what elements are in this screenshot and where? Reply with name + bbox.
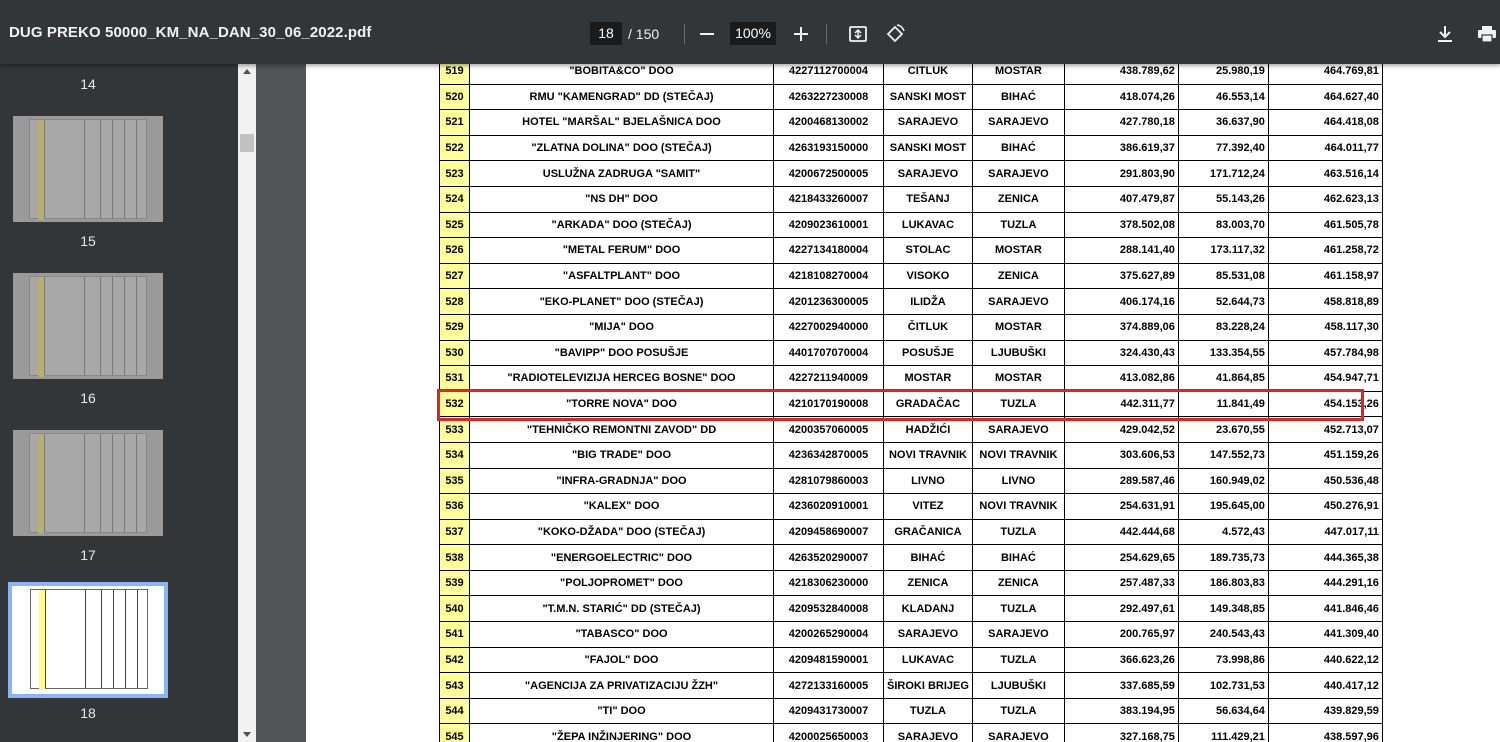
amount-interest-cell: 77.392,40: [1178, 135, 1268, 161]
city-cell: LUKAVAC: [884, 212, 973, 238]
amount-total-cell: 464.627,40: [1268, 84, 1382, 110]
city-cell: GRAČANICA: [884, 519, 973, 545]
company-id-cell: 4236342870005: [774, 442, 884, 468]
company-id-cell: 4263520290007: [774, 545, 884, 571]
company-id-cell: 4281079860003: [774, 468, 884, 494]
amount-principal-cell: 418.074,26: [1064, 84, 1178, 110]
company-name-cell: "FAJOL" DOO: [470, 647, 774, 673]
region-cell: TUZLA: [972, 647, 1064, 673]
amount-interest-cell: 83.003,70: [1178, 212, 1268, 238]
thumbnail-sidebar: [0, 64, 256, 742]
toolbar-divider: [684, 24, 685, 44]
amount-total-cell: 461.258,72: [1268, 238, 1382, 264]
city-cell: SARAJEVO: [884, 622, 973, 648]
row-number-cell: 529: [440, 314, 470, 340]
amount-interest-cell: 195.645,00: [1178, 494, 1268, 520]
company-id-cell: 4210170190008: [774, 391, 884, 417]
amount-interest-cell: 147.552,73: [1178, 442, 1268, 468]
amount-total-cell: 452.713,07: [1268, 417, 1382, 443]
table-row: [440, 724, 1383, 742]
company-name-cell: "ENERGOELECTRIC" DOO: [470, 545, 774, 571]
amount-principal-cell: 438.789,62: [1064, 64, 1178, 84]
row-number-cell: 534: [440, 442, 470, 468]
amount-interest-cell: 85.531,08: [1178, 263, 1268, 289]
region-cell: ZENICA: [972, 263, 1064, 289]
table-row: [440, 135, 1383, 161]
row-number-cell: 536: [440, 494, 470, 520]
row-number-cell: 525: [440, 212, 470, 238]
amount-total-cell: 440.417,12: [1268, 673, 1382, 699]
amount-total-cell: 444.291,16: [1268, 570, 1382, 596]
company-name-cell: "KALEX" DOO: [470, 494, 774, 520]
region-cell: SARAJEVO: [972, 161, 1064, 187]
company-id-cell: 4209023610001: [774, 212, 884, 238]
company-name-cell: "BIG TRADE" DOO: [470, 442, 774, 468]
row-number-cell: 532: [440, 391, 470, 417]
amount-interest-cell: 4.572,43: [1178, 519, 1268, 545]
row-number-cell: 522: [440, 135, 470, 161]
city-cell: ILIDŽA: [884, 289, 973, 315]
row-number-cell: 540: [440, 596, 470, 622]
row-number-cell: 527: [440, 263, 470, 289]
zoom-out-button[interactable]: [694, 20, 720, 48]
row-number-cell: 537: [440, 519, 470, 545]
company-name-cell: HOTEL "MARŠAL" BJELAŠNICA DOO: [470, 110, 774, 136]
table-row: [440, 673, 1383, 699]
table-row: [440, 186, 1383, 212]
region-cell: LJUBUŠKI: [972, 673, 1064, 699]
thumbnail-label: 14: [80, 76, 96, 92]
row-number-cell: 542: [440, 647, 470, 673]
company-name-cell: "BOBITA&CO" DOO: [470, 64, 774, 84]
city-cell: KLADANJ: [884, 596, 973, 622]
city-cell: VITEZ: [884, 494, 973, 520]
page-total: / 150: [628, 26, 660, 42]
amount-interest-cell: 52.644,73: [1178, 289, 1268, 315]
table-row: [440, 468, 1383, 494]
thumbnail-page-16[interactable]: [13, 273, 163, 379]
company-id-cell: 4209481590001: [774, 647, 884, 673]
amount-interest-cell: 41.864,85: [1178, 366, 1268, 392]
region-cell: MOSTAR: [972, 64, 1064, 84]
table-row: [440, 64, 1383, 84]
row-number-cell: 524: [440, 186, 470, 212]
table-row: [440, 84, 1383, 110]
row-number-cell: 544: [440, 698, 470, 724]
city-cell: POSUŠJE: [884, 340, 973, 366]
company-name-cell: "ASFALTPLANT" DOO: [470, 263, 774, 289]
amount-total-cell: 441.309,40: [1268, 622, 1382, 648]
company-name-cell: "MIJA" DOO: [470, 314, 774, 340]
company-id-cell: 4227112700004: [774, 64, 884, 84]
amount-principal-cell: 303.606,53: [1064, 442, 1178, 468]
row-number-cell: 531: [440, 366, 470, 392]
amount-total-cell: 441.846,46: [1268, 596, 1382, 622]
row-number-cell: 526: [440, 238, 470, 264]
zoom-in-button[interactable]: [788, 20, 814, 48]
amount-principal-cell: 254.629,65: [1064, 545, 1178, 571]
table-row: [440, 596, 1383, 622]
city-cell: TUZLA: [884, 698, 973, 724]
table-row: [440, 238, 1383, 264]
print-button[interactable]: [1474, 20, 1500, 48]
city-cell: SANSKI MOST: [884, 84, 973, 110]
company-name-cell: RMU "KAMENGRAD" DD (STEČAJ): [470, 84, 774, 110]
table-row: [440, 340, 1383, 366]
amount-interest-cell: 23.670,55: [1178, 417, 1268, 443]
company-name-cell: "INFRA-GRADNJA" DOO: [470, 468, 774, 494]
row-number-cell: 530: [440, 340, 470, 366]
row-number-cell: 539: [440, 570, 470, 596]
amount-total-cell: 461.158,97: [1268, 263, 1382, 289]
region-cell: TUZLA: [972, 519, 1064, 545]
table-row: [440, 442, 1383, 468]
company-id-cell: 4200672500005: [774, 161, 884, 187]
amount-total-cell: 451.159,26: [1268, 442, 1382, 468]
company-name-cell: "TEHNIČKO REMONTNI ZAVOD" DD: [470, 417, 774, 443]
company-id-cell: 4263227230008: [774, 84, 884, 110]
amount-total-cell: 463.516,14: [1268, 161, 1382, 187]
row-number-cell: 521: [440, 110, 470, 136]
city-cell: LIVNO: [884, 468, 973, 494]
amount-principal-cell: 442.444,68: [1064, 519, 1178, 545]
city-cell: SANSKI MOST: [884, 135, 973, 161]
plus-icon: [794, 27, 808, 41]
amount-interest-cell: 149.348,85: [1178, 596, 1268, 622]
amount-total-cell: 450.536,48: [1268, 468, 1382, 494]
thumbnail-page-15[interactable]: [13, 116, 163, 222]
region-cell: TUZLA: [972, 698, 1064, 724]
amount-interest-cell: 240.543,43: [1178, 622, 1268, 648]
amount-interest-cell: 55.143,26: [1178, 186, 1268, 212]
table-row: [440, 519, 1383, 545]
row-number-cell: 519: [440, 64, 470, 84]
table-row: [440, 314, 1383, 340]
row-number-cell: 543: [440, 673, 470, 699]
table-row: [440, 698, 1383, 724]
amount-principal-cell: 292.497,61: [1064, 596, 1178, 622]
region-cell: TUZLA: [972, 391, 1064, 417]
city-cell: HADŽIĆI: [884, 417, 973, 443]
amount-principal-cell: 291.803,90: [1064, 161, 1178, 187]
amount-total-cell: 464.418,08: [1268, 110, 1382, 136]
company-id-cell: 4200468130002: [774, 110, 884, 136]
amount-total-cell: 454.947,71: [1268, 366, 1382, 392]
amount-interest-cell: 56.634,64: [1178, 698, 1268, 724]
city-cell: SARAJEVO: [884, 161, 973, 187]
scrollbar-thumb[interactable]: [240, 134, 254, 152]
company-name-cell: "BAVIPP" DOO POSUŠJE: [470, 340, 774, 366]
amount-principal-cell: 289.587,46: [1064, 468, 1178, 494]
thumbnail-label: 15: [80, 233, 96, 249]
toolbar: [0, 0, 1500, 64]
company-id-cell: 4218108270004: [774, 263, 884, 289]
company-name-cell: "RADIOTELEVIZIJA HERCEG BOSNE" DOO: [470, 366, 774, 392]
company-id-cell: 4401707070004: [774, 340, 884, 366]
amount-interest-cell: 25.980,19: [1178, 64, 1268, 84]
amount-total-cell: 457.784,98: [1268, 340, 1382, 366]
amount-interest-cell: 186.803,83: [1178, 570, 1268, 596]
company-name-cell: "EKO-PLANET" DOO (STEČAJ): [470, 289, 774, 315]
company-id-cell: 4227134180004: [774, 238, 884, 264]
company-name-cell: "TI" DOO: [470, 698, 774, 724]
amount-total-cell: 454.153,26: [1268, 391, 1382, 417]
amount-principal-cell: 288.141,40: [1064, 238, 1178, 264]
table-row: [440, 545, 1383, 571]
scroll-down-icon[interactable]: [243, 732, 251, 737]
company-name-cell: "ARKADA" DOO (STEČAJ): [470, 212, 774, 238]
table-row: [440, 110, 1383, 136]
amount-principal-cell: 324.430,43: [1064, 340, 1178, 366]
amount-principal-cell: 254.631,91: [1064, 494, 1178, 520]
company-id-cell: 4272133160005: [774, 673, 884, 699]
toolbar-divider: [826, 24, 827, 44]
row-number-cell: 523: [440, 161, 470, 187]
amount-principal-cell: 427.780,18: [1064, 110, 1178, 136]
minus-icon: [700, 27, 714, 41]
table-row: [440, 417, 1383, 443]
city-cell: BIHAĆ: [884, 545, 973, 571]
region-cell: MOSTAR: [972, 366, 1064, 392]
company-id-cell: 4263193150000: [774, 135, 884, 161]
sidebar-scrollbar[interactable]: [238, 64, 256, 742]
amount-total-cell: 444.365,38: [1268, 545, 1382, 571]
city-cell: MOSTAR: [884, 366, 973, 392]
company-id-cell: 4200357060005: [774, 417, 884, 443]
row-number-cell: 533: [440, 417, 470, 443]
thumbnail-label: 16: [80, 390, 96, 406]
company-id-cell: 4236020910001: [774, 494, 884, 520]
table-row: [440, 622, 1383, 648]
amount-total-cell: 458.117,30: [1268, 314, 1382, 340]
amount-principal-cell: 374.889,06: [1064, 314, 1178, 340]
company-id-cell: 4209458690007: [774, 519, 884, 545]
amount-principal-cell: 257.487,33: [1064, 570, 1178, 596]
region-cell: LJUBUŠKI: [972, 340, 1064, 366]
amount-interest-cell: 133.354,55: [1178, 340, 1268, 366]
amount-total-cell: 461.505,78: [1268, 212, 1382, 238]
city-cell: STOLAC: [884, 238, 973, 264]
amount-total-cell: 439.829,59: [1268, 698, 1382, 724]
company-name-cell: "METAL FERUM" DOO: [470, 238, 774, 264]
region-cell: TUZLA: [972, 596, 1064, 622]
row-number-cell: 541: [440, 622, 470, 648]
thumbnail-page-18[interactable]: [8, 582, 168, 698]
company-name-cell: "KOKO-DŽADA" DOO (STEČAJ): [470, 519, 774, 545]
amount-total-cell: 464.769,81: [1268, 64, 1382, 84]
thumbnail-label: 17: [80, 547, 96, 563]
table-row: [440, 212, 1383, 238]
amount-interest-cell: 83.228,24: [1178, 314, 1268, 340]
company-id-cell: 4227211940009: [774, 366, 884, 392]
company-id-cell: 4209431730007: [774, 698, 884, 724]
amount-interest-cell: 160.949,02: [1178, 468, 1268, 494]
amount-interest-cell: 171.712,24: [1178, 161, 1268, 187]
debt-table: [439, 64, 1383, 742]
amount-total-cell: 458.818,89: [1268, 289, 1382, 315]
amount-principal-cell: 375.627,89: [1064, 263, 1178, 289]
city-cell: TEŠANJ: [884, 186, 973, 212]
company-id-cell: 4200265290004: [774, 622, 884, 648]
amount-principal-cell: 406.174,16: [1064, 289, 1178, 315]
rotate-button[interactable]: [882, 20, 908, 48]
city-cell: LUKAVAC: [884, 647, 973, 673]
amount-total-cell: 438.597,96: [1268, 724, 1382, 742]
fit-page-button[interactable]: [845, 20, 871, 48]
table-row: [440, 391, 1383, 417]
amount-interest-cell: 173.117,32: [1178, 238, 1268, 264]
amount-principal-cell: 366.623,26: [1064, 647, 1178, 673]
city-cell: NOVI TRAVNIK: [884, 442, 973, 468]
amount-interest-cell: 73.998,86: [1178, 647, 1268, 673]
row-number-cell: 545: [440, 724, 470, 742]
scroll-up-icon[interactable]: [243, 69, 251, 74]
row-number-cell: 528: [440, 289, 470, 315]
row-number-cell: 538: [440, 545, 470, 571]
amount-principal-cell: 429.042,52: [1064, 417, 1178, 443]
amount-total-cell: 450.276,91: [1268, 494, 1382, 520]
document-title: DUG PREKO 50000_KM_NA_DAN_30_06_2022.pdf: [9, 24, 372, 41]
page-number-input[interactable]: 18: [590, 22, 622, 45]
amount-principal-cell: 386.619,37: [1064, 135, 1178, 161]
thumbnail-label: 18: [80, 705, 96, 721]
region-cell: SARAJEVO: [972, 622, 1064, 648]
company-id-cell: 4201236300005: [774, 289, 884, 315]
region-cell: SARAJEVO: [972, 724, 1064, 742]
region-cell: LIVNO: [972, 468, 1064, 494]
region-cell: ZENICA: [972, 570, 1064, 596]
download-icon: [1437, 25, 1453, 43]
company-name-cell: "TABASCO" DOO: [470, 622, 774, 648]
region-cell: NOVI TRAVNIK: [972, 442, 1064, 468]
city-cell: SARAJEVO: [884, 724, 973, 742]
table-row: [440, 570, 1383, 596]
amount-interest-cell: 111.429,21: [1178, 724, 1268, 742]
company-id-cell: 4218433260007: [774, 186, 884, 212]
region-cell: MOSTAR: [972, 314, 1064, 340]
company-name-cell: "ŽEPA INŽINJERING" DOO: [470, 724, 774, 742]
amount-principal-cell: 337.685,59: [1064, 673, 1178, 699]
company-id-cell: 4200025650003: [774, 724, 884, 742]
city-cell: SARAJEVO: [884, 110, 973, 136]
amount-interest-cell: 102.731,53: [1178, 673, 1268, 699]
company-id-cell: 4209532840008: [774, 596, 884, 622]
company-name-cell: "NS DH" DOO: [470, 186, 774, 212]
amount-total-cell: 440.622,12: [1268, 647, 1382, 673]
fit-page-icon: [849, 25, 867, 43]
city-cell: ŠIROKI BRIJEG: [884, 673, 973, 699]
row-number-cell: 520: [440, 84, 470, 110]
company-name-cell: "T.M.N. STARIĆ" DD (STEČAJ): [470, 596, 774, 622]
table-row: [440, 263, 1383, 289]
table-row: [440, 647, 1383, 673]
company-name-cell: "POLJOPROMET" DOO: [470, 570, 774, 596]
amount-principal-cell: 442.311,77: [1064, 391, 1178, 417]
region-cell: ZENICA: [972, 186, 1064, 212]
city-cell: GRADAČAC: [884, 391, 973, 417]
pdf-page: [306, 64, 1500, 742]
region-cell: SARAJEVO: [972, 289, 1064, 315]
amount-principal-cell: 413.082,86: [1064, 366, 1178, 392]
region-cell: NOVI TRAVNIK: [972, 494, 1064, 520]
city-cell: CITLUK: [884, 64, 973, 84]
table-row: [440, 289, 1383, 315]
company-id-cell: 4218306230000: [774, 570, 884, 596]
row-number-cell: 535: [440, 468, 470, 494]
table-row: [440, 494, 1383, 520]
city-cell: VISOKO: [884, 263, 973, 289]
company-name-cell: "TORRE NOVA" DOO: [470, 391, 774, 417]
amount-principal-cell: 378.502,08: [1064, 212, 1178, 238]
city-cell: ČITLUK: [884, 314, 973, 340]
company-name-cell: USLUŽNA ZADRUGA "SAMIT": [470, 161, 774, 187]
amount-total-cell: 464.011,77: [1268, 135, 1382, 161]
company-name-cell: "AGENCIJA ZA PRIVATIZACIJU ŽZH": [470, 673, 774, 699]
amount-total-cell: 462.623,13: [1268, 186, 1382, 212]
thumbnail-page-17[interactable]: [13, 430, 163, 536]
zoom-input[interactable]: 100%: [730, 22, 776, 45]
rotate-icon: [885, 24, 905, 44]
amount-interest-cell: 36.637,90: [1178, 110, 1268, 136]
region-cell: BIHAĆ: [972, 545, 1064, 571]
amount-principal-cell: 383.194,95: [1064, 698, 1178, 724]
download-button[interactable]: [1432, 20, 1458, 48]
table-row: [440, 366, 1383, 392]
region-cell: BIHAĆ: [972, 84, 1064, 110]
amount-interest-cell: 189.735,73: [1178, 545, 1268, 571]
region-cell: TUZLA: [972, 212, 1064, 238]
amount-principal-cell: 407.479,87: [1064, 186, 1178, 212]
company-name-cell: "ZLATNA DOLINA" DOO (STEČAJ): [470, 135, 774, 161]
amount-principal-cell: 200.765,97: [1064, 622, 1178, 648]
company-id-cell: 4227002940000: [774, 314, 884, 340]
amount-principal-cell: 327.168,75: [1064, 724, 1178, 742]
region-cell: SARAJEVO: [972, 417, 1064, 443]
region-cell: BIHAĆ: [972, 135, 1064, 161]
table-row: [440, 161, 1383, 187]
region-cell: SARAJEVO: [972, 110, 1064, 136]
city-cell: ZENICA: [884, 570, 973, 596]
print-icon: [1477, 25, 1497, 43]
amount-interest-cell: 46.553,14: [1178, 84, 1268, 110]
amount-interest-cell: 11.841,49: [1178, 391, 1268, 417]
amount-total-cell: 447.017,11: [1268, 519, 1382, 545]
region-cell: MOSTAR: [972, 238, 1064, 264]
